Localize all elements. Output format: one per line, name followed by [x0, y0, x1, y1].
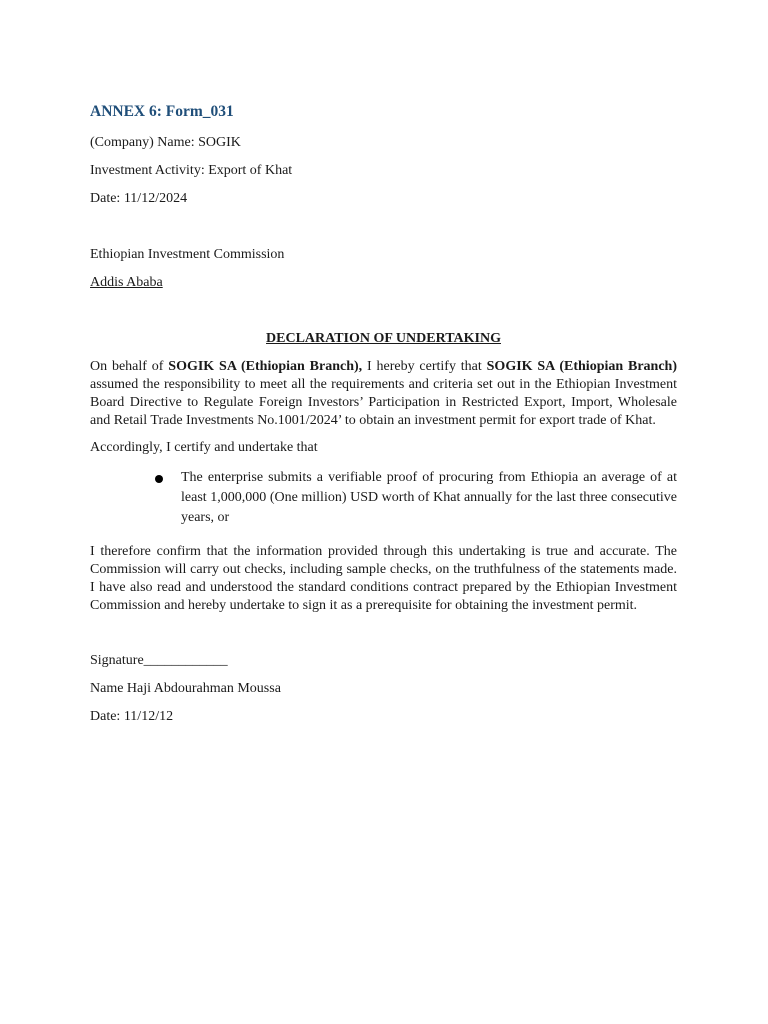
investment-activity: Investment Activity: Export of Khat	[90, 163, 293, 178]
company-bold-2: SOGIK SA (Ethiopian Branch)	[486, 359, 677, 374]
signature-date: Date: 11/12/12	[90, 709, 174, 724]
confirmation-paragraph: I therefore confirm that the information provided through this undertaking is true and accurate. The Commission will carry out checks, including sample checks, on the truthfulness of the statements made. I have also read and understood the standard conditions contract prepared by the Ethiopian Investment Commission and hereby undertake to sign it as a prerequisite for obtaining the investment permit.	[90, 544, 677, 613]
annex-title: ANNEX 6: Form_031	[90, 103, 234, 120]
declaration-heading: DECLARATION OF UNDERTAKING	[266, 331, 501, 346]
accordingly-line: Accordingly, I certify and undertake that	[90, 440, 318, 455]
addressee: Ethiopian Investment Commission	[90, 247, 285, 262]
bullet-text: The enterprise submits a verifiable proof of procuring from Ethiopia an average of at least 1,000,000 (One million) USD worth of Khat annually for the last three consecutive years, or	[181, 470, 677, 525]
company-bold-1: SOGIK SA (Ethiopian Branch),	[168, 359, 363, 374]
para1-prefix: On behalf of	[90, 359, 169, 374]
bullet-dot-icon	[155, 475, 163, 483]
declaration-paragraph	[90, 358, 677, 430]
document-date: Date: 11/12/2024	[90, 191, 188, 206]
signature-line: Signature____________	[90, 653, 228, 668]
para1-rest: assumed the responsibility to meet all the requirements and criteria set out in the Ethiopian Investment Board Directive to Regulate Foreign Investors’ Participation in Restricted Export, Import, Wholesale and Retail Trade Investments No.1001/2024’ to obtain an investment permit for export trade of Khat.	[90, 377, 677, 428]
addressee-city: Addis Ababa	[90, 275, 163, 290]
para1-middle: I hereby certify that	[362, 359, 487, 374]
company-name: (Company) Name: SOGIK	[90, 135, 241, 150]
signatory-name: Name Haji Abdourahman Moussa	[90, 681, 281, 696]
